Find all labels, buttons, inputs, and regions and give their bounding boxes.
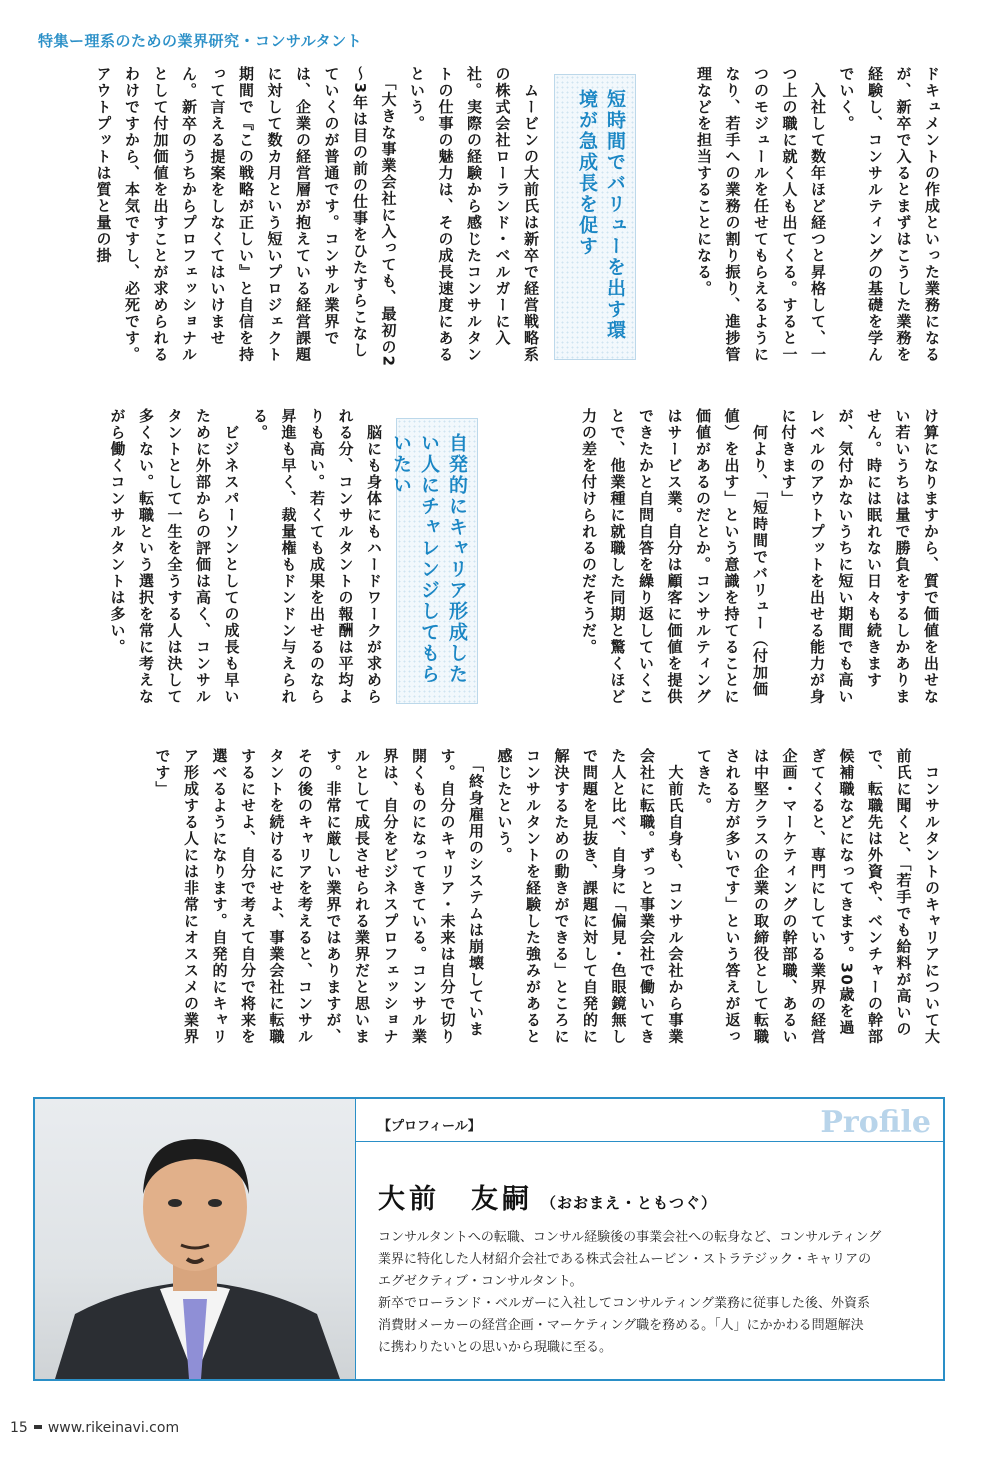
profile-logo: Profile [820, 1105, 931, 1140]
bio-line: 消費財メーカーの経営企画・マーケティング職を務める。「人」にかかわる問題解決 [378, 1318, 864, 1333]
paragraph: 「終身雇用のシステムは崩壊しています。自分のキャリア・未来は自分で切り開くものになってきている。コンサル業界は、自分をビジネスプロフェッショナルとして成長させられる業界だと思います。非常に厳しい業界ではありますが、その後のキャリアを考えると、コンサルタントを続けるにせよ、事業会社に転職するにせよ、自分で考えて自分で将来を選べるようになります。自発的にキャリア形成する人には非常にオススメの業界です」 [153, 748, 485, 1045]
profile-box [33, 1097, 945, 1381]
paragraph: け算になりますから、質で価値を出せない若いうちは量で勝負をするしかありません。時には眠れない日々も続きますが、気付かないうちに短い期間でも高いレベルのアウトプットを出せる能力が身に付きます」 [779, 408, 940, 705]
page-header: 特集ー理系のための業界研究・コンサルタント [38, 32, 363, 50]
paragraph: 「大きな事業会社に入っても、最初の2～3年は目の前の仕事をひたすらこなしていくのが普通です。コンサル業界では、企業の経営層が抱えている経営課題に対して数カ月という短いプロジェクト期間で『この戦略が正しい』と自信を持って言える提案をしなくてはいけません。新卒のうちからプロフェッショナルとして付加価値を出すことが求められるわけですから、本気ですし、必死です。アウトプットは質と量の掛 [94, 66, 398, 368]
paragraph: ビジネスパーソンとしての成長も早いために外部からの評価は高く、コンサルタントとして一生を全うする人は決して多くない。転職という選択を常に考えながら働くコンサルタントは多い。 [108, 408, 241, 705]
bio-line: 新卒でローランド・ベルガーに入社してコンサルティング業務に従事した後、外資系 [378, 1296, 871, 1311]
name-text: 大前 友嗣 [378, 1184, 533, 1215]
middle-column-1 [505, 408, 945, 710]
paragraph: ドキュメントの作成といった業務になるが、新卒で入るとまずはこうした業務を経験し、コンサルティングの基礎を学んでいく。 [837, 66, 941, 363]
lower-column [58, 748, 946, 1050]
bio-line: 業界に特化した人材紹介会社である株式会社ムービン・ストラテジック・キャリアの [378, 1252, 872, 1267]
site-url: www.rikeinavi.com [47, 1420, 180, 1436]
bio-line: コンサルタントへの転職、コンサル経験後の事業会社への転身など、コンサルティング [378, 1230, 882, 1245]
name-kana: （おおまえ・ともつぐ） [541, 1194, 718, 1212]
profile-details [356, 1099, 943, 1379]
separator [34, 1425, 42, 1429]
section-heading: 短時間でバリューを出す環境が急成長を促す [554, 74, 636, 360]
paragraph: 脳にも身体にもハードワークが求められる分、コンサルタントの報酬は平均よりも高い。若くても成果を出せるのなら昇進も早く、裁量権もドンドン与えられる。 [251, 408, 383, 705]
portrait-illustration [35, 1099, 355, 1379]
portrait-photo [35, 1099, 356, 1379]
paragraph: ムービンの大前氏は新卒で経営戦略系の株式会社ローランド・ベルガーに入社。実際の経験から感じたコンサルタントの仕事の魅力は、その成長速度にあるという。 [408, 66, 540, 363]
paragraph: コンサルタントのキャリアについて大前氏に聞くと、「若手でも給料が高いので、転職先は外資や、ベンチャーの幹部候補職などになってきます。30歳を過ぎてくると、専門にしている業界の経営企画・マーケティングの幹部職、あるいは中堅クラスの企業の取締役として転職される方が多いです」という答えが返ってきた。 [695, 748, 941, 1045]
paragraph: 大前氏自身も、コンサル会社から事業会社に転職。ずっと事業会社で働いてきた人と比べ、自身に「偏見・色眼鏡無しで問題を見抜き、課題に対して自発的に解決するための動きができる」ところにコンサルタントを経験した強みがあると感じたという。 [495, 748, 685, 1045]
divider [356, 1141, 943, 1142]
paragraph: 何より、「短時間でバリュー（付加価値）を出す」という意識を持てることに価値があるのだとか。コンサルティングはサービス業。自分は顧客に価値を提供できたかと自問自答を繰り返していくことで、他業種に就職した同期と驚くほど力の差を付けられるのだそうだ。 [580, 408, 769, 705]
upper-column-2 [30, 66, 545, 368]
profile-tag: 【プロフィール】 [378, 1119, 481, 1134]
paragraph: 入社して数年ほど経つと昇格して、一つ上の職に就く人も出てくる。すると一つのモジュールを任せてもらえるようになり、若手への業務の割り振り、進捗管理などを担当することになる。 [695, 66, 827, 363]
bio-line: エグゼクティブ・コンサルタント。 [378, 1274, 583, 1289]
upper-column-1 [656, 66, 946, 368]
page-number: 15 [10, 1420, 28, 1436]
profile-bio [378, 1227, 938, 1359]
bio-line: に携わりたいとの思いから現職に至る。 [378, 1340, 613, 1355]
page-footer [10, 1420, 179, 1436]
profile-name [378, 1177, 717, 1216]
section-heading: 自発的にキャリア形成したい人にチャレンジしてもらいたい [396, 418, 478, 704]
middle-column-2 [30, 408, 388, 710]
